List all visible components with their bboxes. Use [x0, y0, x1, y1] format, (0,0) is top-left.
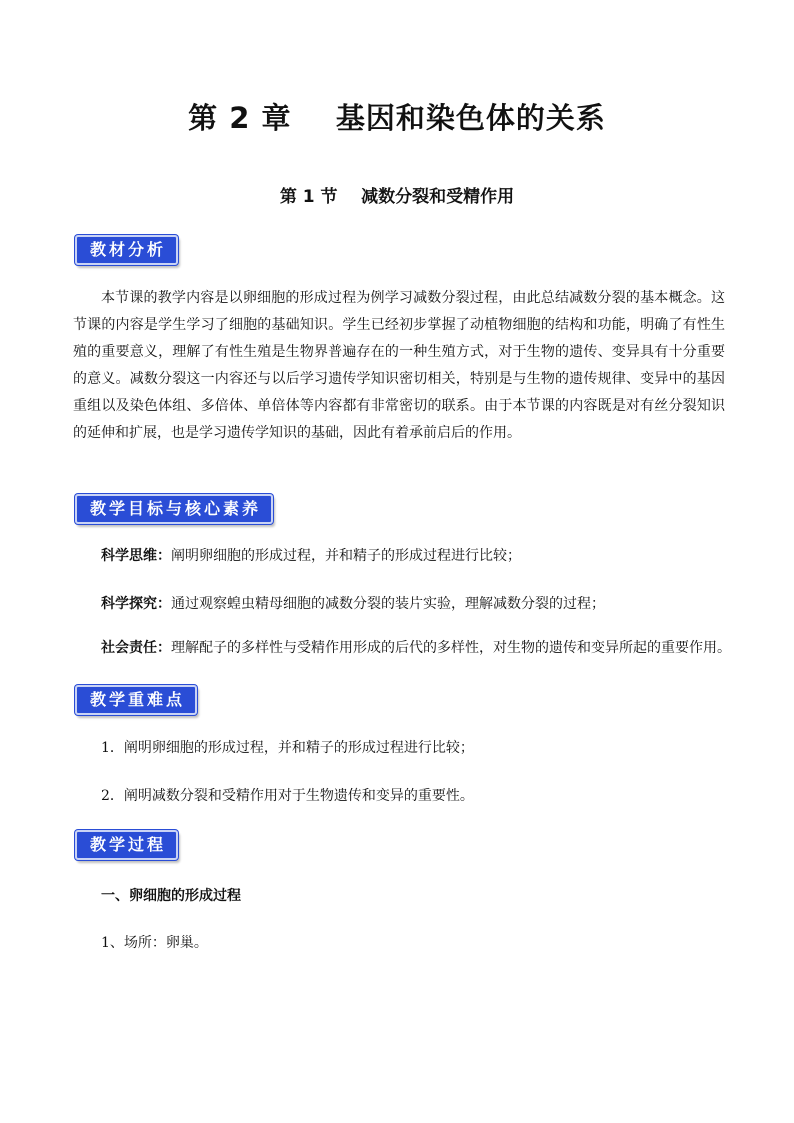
chapter-title: 第 2 章 基因和染色体的关系: [188, 101, 606, 135]
objective-scientific-thinking: [101, 546, 521, 566]
objective-label: 社会责任：: [101, 640, 171, 656]
tag-objectives: 教学目标与核心素养: [75, 494, 273, 524]
tag-process: 教学过程: [75, 830, 178, 860]
key-point-item: 2．阐明减数分裂和受精作用对于生物遗传和变异的重要性。: [101, 788, 474, 804]
objective-scientific-inquiry: [101, 594, 605, 614]
tag-key-points: 教学重难点: [75, 685, 197, 715]
analysis-paragraph: 本节课的教学内容是以卵细胞的形成过程为例学习减数分裂过程，由此总结减数分裂的基本概念。这节课的内容是学生学习了细胞的基础知识。学生已经初步掌握了动植物细胞的结构和功能，明确了有性生殖的重要意义，理解了有性生殖是生物界普遍存在的一种生殖方式，对于生物的遗传、变异具有十分重要的意义。减数分裂这一内容还与以后学习遗传学知识密切相关，特别是与生物的遗传规律、变异中的基因重组以及染色体组、多倍体、单倍体等内容都有非常密切的联系。由于本节课的内容既是对有丝分裂知识的延伸和扩展，也是学习遗传学知识的基础，因此有着承前启后的作用。: [73, 290, 725, 441]
objective-text: 通过观察蝗虫精母细胞的减数分裂的装片实验，理解减数分裂的过程；: [171, 596, 605, 612]
objective-label: 科学探究：: [101, 596, 171, 612]
objective-social-responsibility: [101, 638, 731, 658]
process-item: 1、场所：卵巢。: [101, 935, 208, 951]
objective-text: 阐明卵细胞的形成过程，并和精子的形成过程进行比较；: [171, 548, 521, 564]
section-title: 第 1 节 减数分裂和受精作用: [279, 187, 515, 207]
tag-materials-analysis: 教材分析: [75, 235, 178, 265]
objective-text: 理解配子的多样性与受精作用形成的后代的多样性，对生物的遗传和变异所起的重要作用。: [171, 640, 731, 656]
key-point-item: 1．阐明卵细胞的形成过程，并和精子的形成过程进行比较；: [101, 740, 474, 756]
objective-label: 科学思维：: [101, 548, 171, 564]
process-heading: 一、卵细胞的形成过程: [101, 888, 241, 904]
